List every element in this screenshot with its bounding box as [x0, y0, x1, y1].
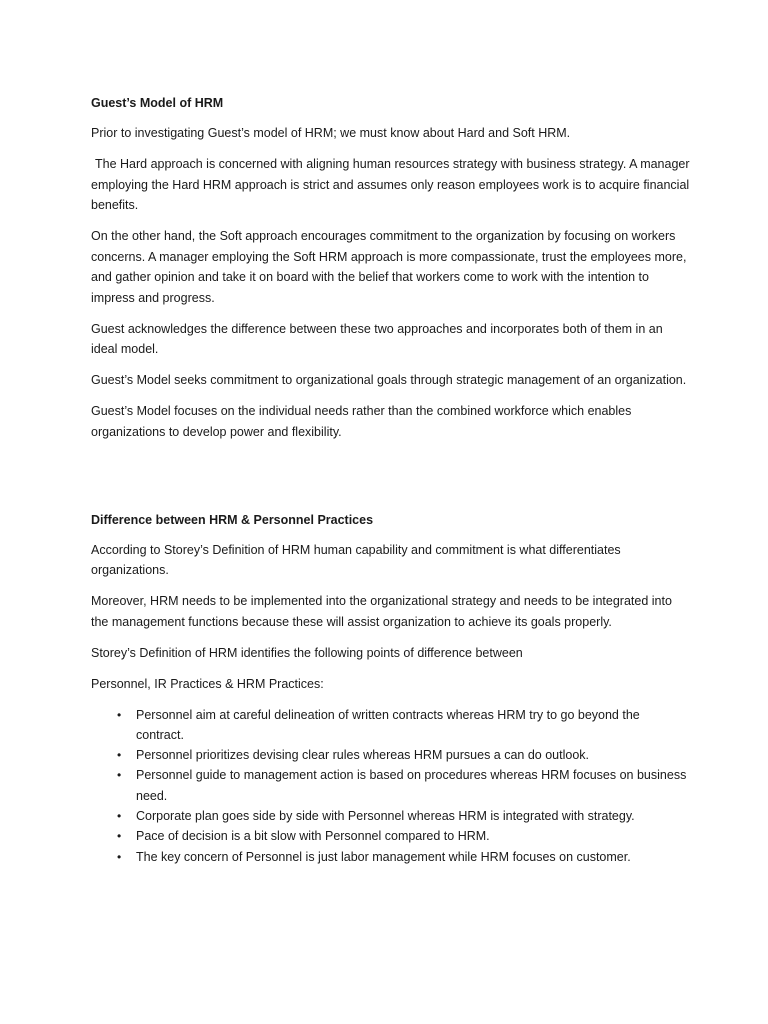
list-item-text: Personnel prioritizes devising clear rules whereas HRM pursues a can do outlook.: [136, 748, 589, 763]
bullet-icon: •: [117, 808, 122, 823]
document-page: [91, 93, 691, 867]
paragraph: Storey’s Definition of HRM identifies the following points of difference between: [91, 645, 523, 660]
paragraph: Guest acknowledges the difference between these two approaches and incorporates both of them in an ideal model.: [91, 321, 663, 356]
list-item: [91, 745, 691, 765]
difference-bullet-list: [91, 705, 691, 867]
list-item-text: The key concern of Personnel is just labor management while HRM focuses on customer.: [136, 849, 631, 864]
list-item-text: Personnel guide to management action is based on procedures whereas HRM focuses on business need.: [136, 768, 687, 803]
paragraph: According to Storey’s Definition of HRM human capability and commitment is what differentiates organizations.: [91, 542, 621, 577]
paragraph: The Hard approach is concerned with aligning human resources strategy with business strategy. A manager employing the Hard HRM approach is strict and assumes only reason employees work is to acquire financial benefits.: [91, 157, 690, 212]
section-title-guests-model: Guest’s Model of HRM: [91, 96, 224, 110]
section-spacer: [91, 453, 691, 510]
bullet-icon: •: [117, 768, 122, 783]
bullet-icon: •: [117, 829, 122, 844]
paragraph: Guest’s Model seeks commitment to organizational goals through strategic management of an organization.: [91, 373, 687, 387]
bullet-icon: •: [117, 748, 122, 763]
list-item-text: Personnel aim at careful delineation of written contracts whereas HRM try to go beyond the contract.: [136, 707, 640, 742]
paragraph: Prior to investigating Guest’s model of HRM; we must know about Hard and Soft HRM.: [91, 126, 571, 140]
list-item-text: Corporate plan goes side by side with Personnel whereas HRM is integrated with strategy.: [136, 808, 635, 823]
list-item: [91, 705, 691, 746]
list-item: [91, 847, 691, 867]
bullet-icon: •: [117, 707, 122, 722]
list-item: [91, 765, 691, 806]
paragraph: Moreover, HRM needs to be implemented into the organizational strategy and needs to be integrated into the management functions because these will assist organization to achieve its goals properly.: [91, 594, 672, 629]
list-item-text: Pace of decision is a bit slow with Personnel compared to HRM.: [136, 829, 490, 844]
list-item: [91, 826, 691, 846]
paragraph: Personnel, IR Practices & HRM Practices:: [91, 676, 324, 691]
section-title-hrm-vs-personnel: Difference between HRM & Personnel Practices: [91, 512, 374, 527]
paragraph: On the other hand, the Soft approach encourages commitment to the organization by focusing on workers concerns. A manager employing the Soft HRM approach is more compassionate, trust the employees more, and gather opinion and take it on board with the belief that workers come to work with the intention to impress and progress.: [91, 229, 687, 305]
bullet-icon: •: [117, 849, 122, 864]
paragraph: Guest’s Model focuses on the individual needs rather than the combined workforce which enables organizations to develop power and flexibility.: [91, 404, 632, 439]
list-item: [91, 806, 691, 826]
